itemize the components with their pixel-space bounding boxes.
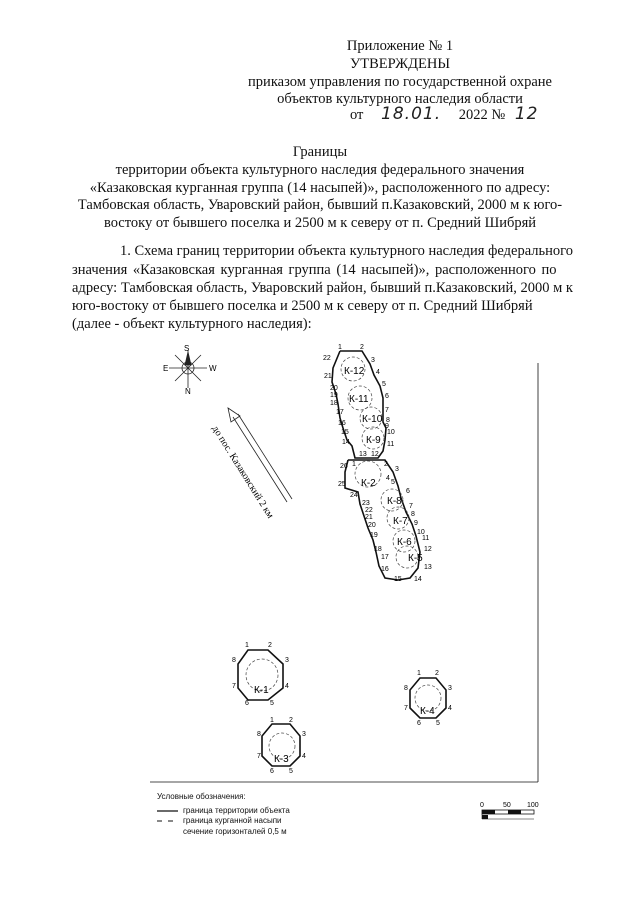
svg-text:1: 1 — [352, 461, 356, 468]
svg-text:6: 6 — [270, 768, 274, 775]
svg-text:26: 26 — [340, 463, 348, 470]
boundary-k1 — [232, 642, 289, 707]
svg-text:9: 9 — [385, 423, 389, 430]
legend-item-boundary: граница территории объекта — [183, 806, 290, 815]
svg-text:25: 25 — [338, 481, 346, 488]
svg-text:7: 7 — [232, 683, 236, 690]
compass-n: N — [185, 387, 191, 396]
appendix-label: Приложение № 1 — [346, 38, 454, 54]
svg-text:4: 4 — [302, 753, 306, 760]
svg-text:16: 16 — [338, 420, 346, 427]
svg-text:1: 1 — [338, 344, 342, 351]
svg-text:5: 5 — [270, 700, 274, 707]
svg-text:7: 7 — [409, 503, 413, 510]
svg-text:20: 20 — [368, 522, 376, 529]
paragraph-line-1: 1. Схема границ территории объекта культурного наследия федерального — [120, 243, 573, 259]
svg-text:6: 6 — [385, 393, 389, 400]
svg-text:100: 100 — [527, 802, 539, 809]
title-line-3: «Казаковская курганная группа (14 насыпей)», расположенного по адресу: — [89, 180, 551, 196]
boundary-k4 — [404, 670, 452, 727]
svg-text:5: 5 — [391, 479, 395, 486]
compass-w: W — [209, 364, 217, 373]
approved-label: УТВЕРЖДЕНЫ — [349, 56, 451, 72]
legend-title: Условные обозначения: — [157, 792, 246, 801]
svg-text:21: 21 — [365, 514, 373, 521]
svg-text:8: 8 — [232, 657, 236, 664]
svg-text:8: 8 — [411, 511, 415, 518]
svg-text:12: 12 — [424, 546, 432, 553]
svg-text:7: 7 — [385, 407, 389, 414]
mound-label-k5: К-5 — [408, 553, 423, 564]
svg-text:3: 3 — [371, 357, 375, 364]
svg-text:3: 3 — [302, 731, 306, 738]
svg-text:17: 17 — [381, 554, 389, 561]
svg-text:10: 10 — [417, 529, 425, 536]
svg-text:17: 17 — [336, 409, 344, 416]
svg-text:24: 24 — [350, 492, 358, 499]
svg-text:5: 5 — [436, 720, 440, 727]
mound-label-k7: К-7 — [393, 516, 408, 527]
svg-text:7: 7 — [404, 705, 408, 712]
svg-text:18: 18 — [374, 546, 382, 553]
svg-text:8: 8 — [386, 417, 390, 424]
compass-s: S — [184, 344, 190, 353]
mound-label-k12: К-12 — [344, 366, 365, 377]
title-line-1: Границы — [292, 144, 348, 160]
svg-text:22: 22 — [323, 355, 331, 362]
svg-text:2: 2 — [268, 642, 272, 649]
svg-text:6: 6 — [406, 488, 410, 495]
title-line-4: Тамбовская область, Уваровский район, бывший п.Казаковский, 2000 м к юго- — [77, 197, 563, 213]
title-line-2: территории объекта культурного наследия федерального значения — [115, 162, 525, 178]
svg-text:12: 12 — [371, 451, 379, 458]
svg-text:19: 19 — [330, 392, 338, 399]
mound-label-k8: К-8 — [387, 496, 402, 507]
paragraph-line-5: (далее - объект культурного наследия): — [72, 316, 312, 332]
order-line-1: приказом управления по государственной охране — [248, 74, 552, 90]
svg-text:8: 8 — [404, 685, 408, 692]
svg-text:6: 6 — [417, 720, 421, 727]
mound-label-k2: К-2 — [361, 478, 376, 489]
mound-label-k4: К-4 — [420, 706, 435, 717]
svg-text:2: 2 — [435, 670, 439, 677]
svg-text:7: 7 — [257, 753, 261, 760]
svg-text:2: 2 — [360, 344, 364, 351]
mound-label-k11: К-11 — [349, 394, 369, 405]
svg-text:5: 5 — [382, 381, 386, 388]
svg-text:18: 18 — [330, 400, 338, 407]
svg-text:14: 14 — [342, 439, 350, 446]
svg-text:5: 5 — [289, 768, 293, 775]
title-line-5: востоку от бывшего поселка и 2500 м к северу от п. Средний Шибряй — [103, 215, 537, 231]
svg-text:4: 4 — [376, 369, 380, 376]
svg-text:3: 3 — [285, 657, 289, 664]
boundary-k3 — [257, 717, 306, 775]
compass-e: E — [163, 364, 169, 373]
scale-bar — [480, 802, 539, 819]
svg-text:21: 21 — [324, 373, 332, 380]
svg-text:2: 2 — [289, 717, 293, 724]
svg-text:1: 1 — [245, 642, 249, 649]
svg-text:3: 3 — [395, 466, 399, 473]
paragraph-line-3: адресу: Тамбовская область, Уваровский район, бывший п.Казаковский, 2000 м к — [72, 280, 573, 296]
svg-text:23: 23 — [362, 500, 370, 507]
svg-text:50: 50 — [503, 802, 511, 809]
paragraph-line-2: значения «Казаковская курганная группа (14 насыпей)», расположенного по — [72, 262, 557, 278]
mound-label-k6: К-6 — [397, 537, 412, 548]
svg-text:2: 2 — [384, 461, 388, 468]
svg-text:4: 4 — [285, 683, 289, 690]
mound-label-k3: К-3 — [274, 754, 289, 765]
svg-text:11: 11 — [387, 441, 395, 448]
svg-text:8: 8 — [257, 731, 261, 738]
date-prefix: от — [350, 107, 364, 123]
svg-text:1: 1 — [270, 717, 274, 724]
year-number-label: 2022 № — [458, 107, 506, 123]
handwritten-date: 18.01. — [381, 104, 442, 124]
svg-text:20: 20 — [330, 385, 338, 392]
svg-text:11: 11 — [422, 535, 430, 542]
svg-text:4: 4 — [448, 705, 452, 712]
svg-text:4: 4 — [386, 475, 390, 482]
svg-text:15: 15 — [341, 429, 349, 436]
mound-label-k1: К-1 — [254, 685, 269, 696]
mound-label-k10: К-10 — [362, 414, 383, 425]
direction-label: до пос. Казаковский 2 км — [209, 423, 276, 521]
svg-text:15: 15 — [394, 576, 402, 583]
svg-text:10: 10 — [387, 429, 395, 436]
legend-item-mound: граница курганной насыпи — [183, 816, 282, 825]
svg-text:13: 13 — [359, 451, 367, 458]
svg-text:0: 0 — [480, 802, 484, 809]
svg-text:14: 14 — [414, 576, 422, 583]
order-line-2: объектов культурного наследия области — [277, 91, 523, 107]
svg-text:19: 19 — [370, 532, 378, 539]
svg-text:9: 9 — [414, 520, 418, 527]
svg-text:13: 13 — [424, 564, 432, 571]
svg-text:22: 22 — [365, 507, 373, 514]
mound-label-k9: К-9 — [366, 435, 381, 446]
svg-text:1: 1 — [417, 670, 421, 677]
svg-text:3: 3 — [448, 685, 452, 692]
svg-text:16: 16 — [381, 566, 389, 573]
handwritten-number: 12 — [514, 104, 539, 124]
paragraph-line-4: юго-востоку от бывшего поселка и 2500 м к северу от п. Средний Шибряй — [72, 298, 533, 314]
legend-item-contour: сечение горизонталей 0,5 м — [183, 827, 287, 836]
compass-rose-icon — [169, 350, 207, 388]
svg-text:6: 6 — [245, 700, 249, 707]
